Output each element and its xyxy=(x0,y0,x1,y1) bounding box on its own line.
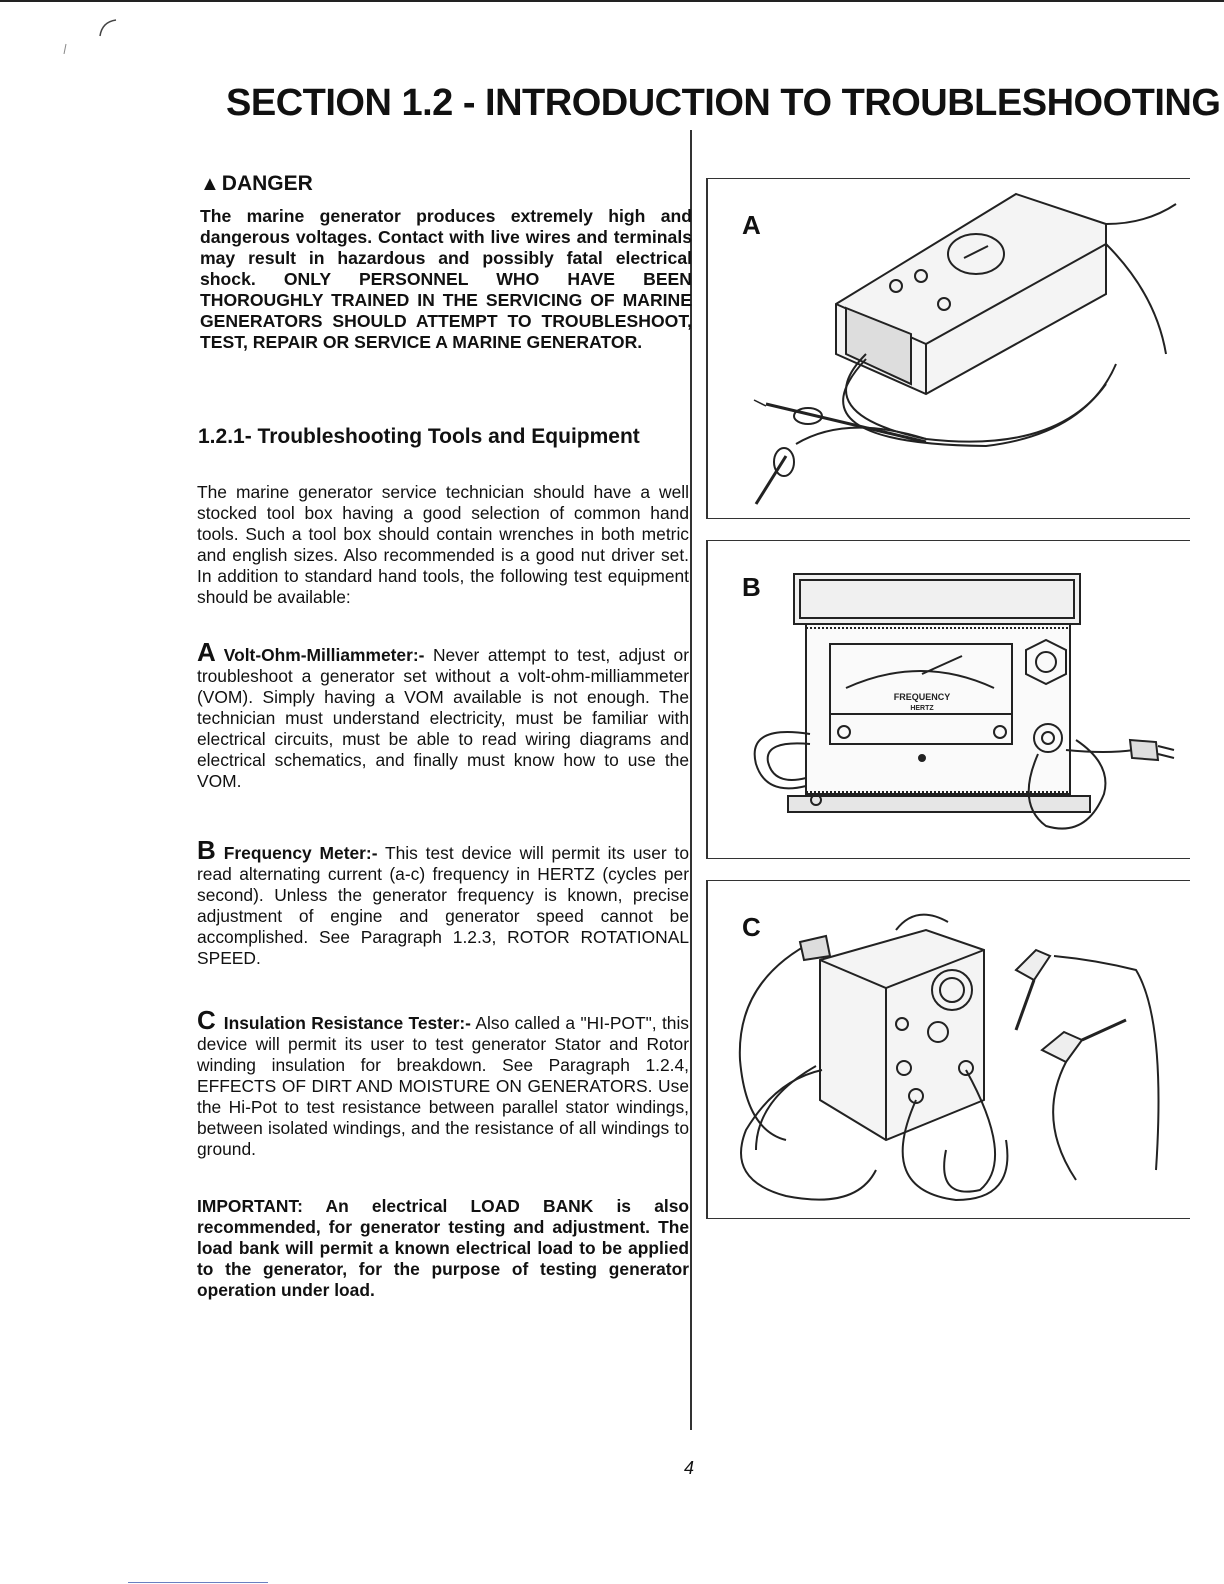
dial-label-2: HERTZ xyxy=(910,705,934,712)
danger-text: The marine generator produces extremely high and dangerous voltages. Contact with live wires and terminals may result in hazardous and possibly fatal electrical shock. ONLY PERSONNEL WHO HAVE BEEN THOROUGHLY TRAINED IN THE SERVICING OF MARINE GENERATORS SHOULD ATTEMPT TO TROUBLESHOOT, TEST, REPAIR OR SERVICE A MARINE GENERATOR. xyxy=(200,206,692,352)
item-b-paragraph xyxy=(197,835,690,969)
item-letter: B xyxy=(197,835,216,865)
figure-b-label: B xyxy=(742,572,761,602)
top-border xyxy=(0,0,1224,2)
item-text: This test device will permit its user to read alternating current (a-c) frequency in HERTZ (cycles per second). Unless the generator frequency is known, precise adjustment of engine and generator speed cannot be accomplished. See Paragraph 1.2.3, ROTOR ROTATIONAL SPEED. xyxy=(197,843,690,968)
multimeter-illustration xyxy=(726,184,1186,514)
subsection-heading: 1.2.1- Troubleshooting Tools and Equipment xyxy=(198,425,640,448)
danger-heading xyxy=(200,172,313,196)
item-letter: A xyxy=(197,637,216,667)
insulation-tester-illustration xyxy=(716,900,1186,1210)
scan-mark xyxy=(60,14,120,54)
figure-c xyxy=(706,880,1190,1222)
intro-paragraph: The marine generator service technician should have a well stocked tool box having a good selection of common hand tools. Such a tool box should contain wrenches in both metric and english sizes. Also recommended is a good nut driver set. In addition to standard hand tools, the following test equipment should be available: xyxy=(197,482,689,607)
item-a-paragraph xyxy=(197,637,689,792)
page-title: SECTION 1.2 - INTRODUCTION TO TROUBLESHOOTING xyxy=(226,82,1221,124)
page-number: 4 xyxy=(684,1458,695,1478)
dial-label-1: FREQUENCY xyxy=(893,692,951,702)
warning-triangle-icon: ▲ xyxy=(200,173,220,195)
item-name: Volt-Ohm-Milliammeter:- xyxy=(223,645,425,665)
frequency-meter-illustration xyxy=(726,564,1186,854)
figure-a xyxy=(706,178,1190,522)
important-note: IMPORTANT: An electrical LOAD BANK is also recommended, for generator testing and adjustment. The load bank will permit a known electrical load to be applied to the generator, for the purpose of testing generator operation under load. xyxy=(197,1196,689,1300)
item-text: Also called a "HI-POT", this device will permit its user to test generator Stator and Rotor winding insulation for breakdown. See Paragraph 1.2.4, EFFECTS OF DIRT AND MOISTURE ON GENERATORS. Use the Hi-Pot to test resistance between parallel stator windings, between isolated windings, and the resistance of all windings to ground. xyxy=(197,1013,690,1159)
figure-b xyxy=(706,540,1190,862)
item-letter: C xyxy=(197,1005,216,1035)
bottom-mark xyxy=(128,1582,268,1583)
item-name: Frequency Meter:- xyxy=(223,843,378,863)
item-name: Insulation Resistance Tester:- xyxy=(223,1013,471,1033)
danger-label: DANGER xyxy=(221,172,313,195)
figure-a-label: A xyxy=(742,210,761,240)
item-c-paragraph xyxy=(197,1005,690,1160)
item-text: Never attempt to test, adjust or troubleshoot a generator set without a volt-ohm-milliammeter (VOM). Simply having a VOM available is not enough. The technician must understand electricity, must be familiar with electrical circuits, must be able to read wiring diagrams and electrical schematics, and finally must know how to use the VOM. xyxy=(197,645,689,791)
figure-c-label: C xyxy=(742,912,761,942)
